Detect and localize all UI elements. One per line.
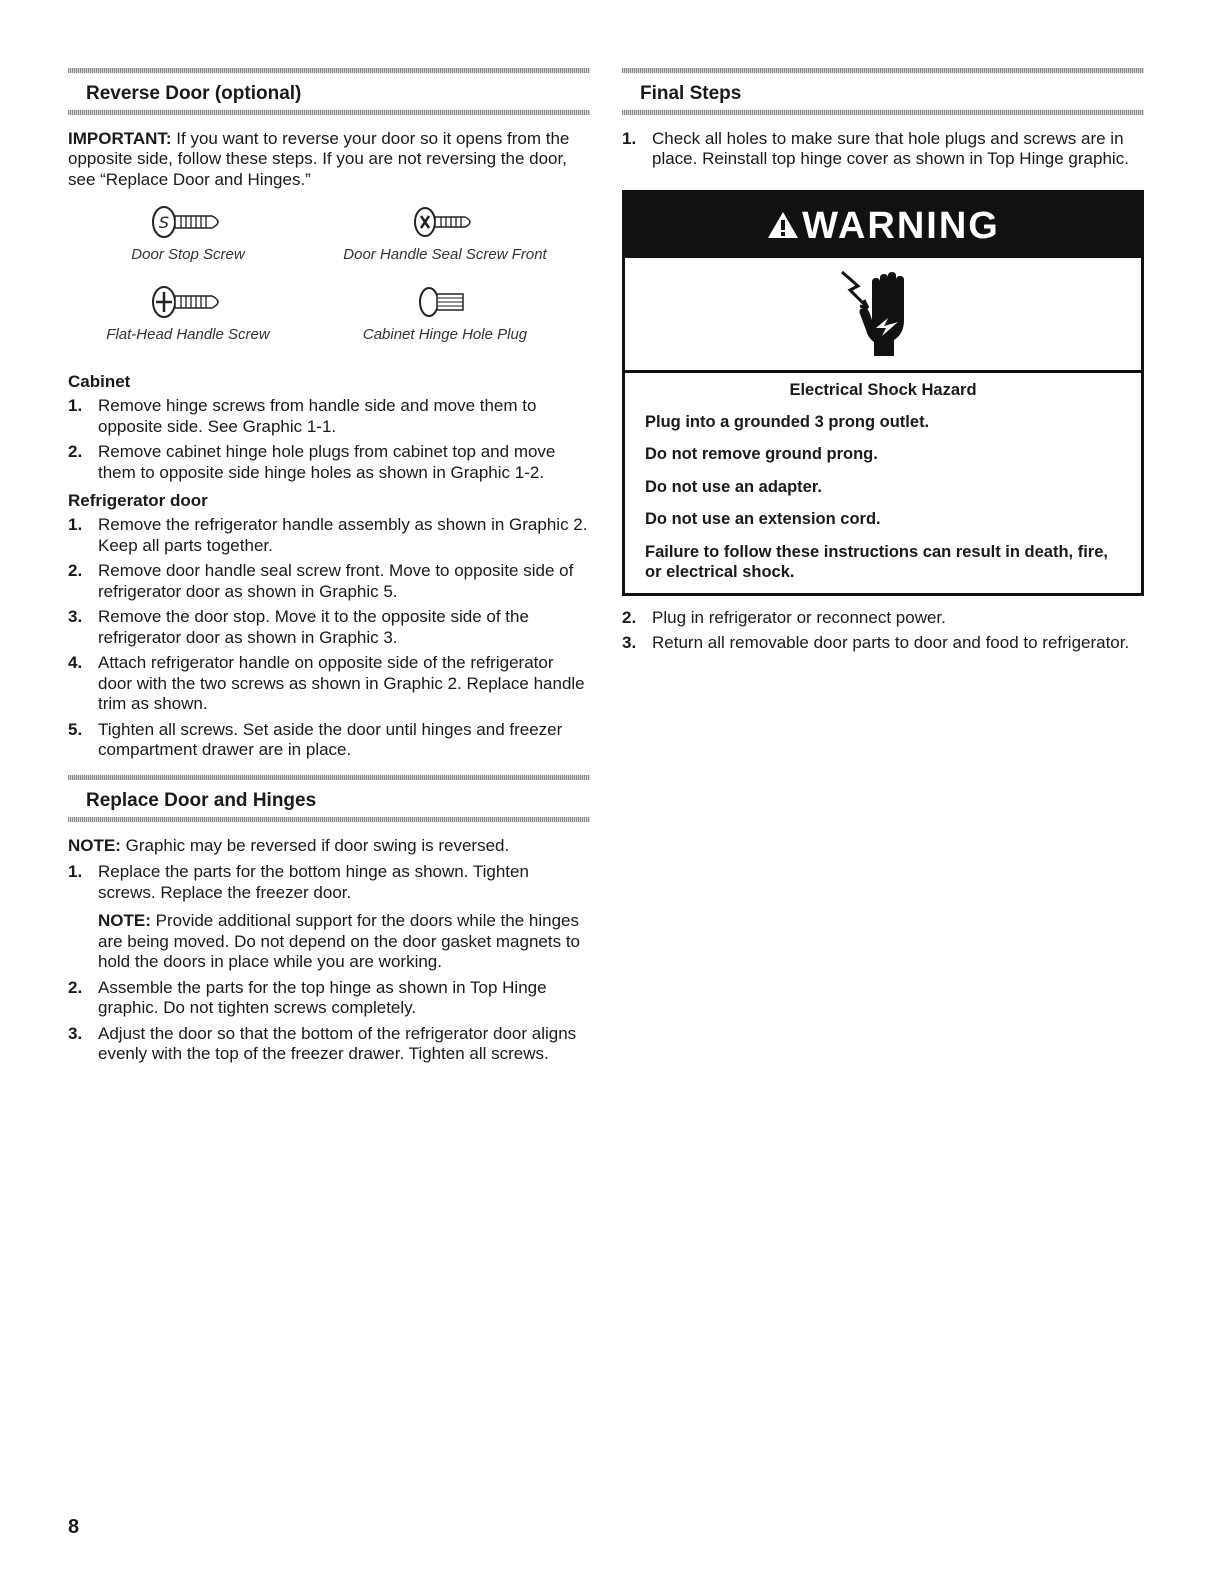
hole-plug-icon <box>415 284 475 320</box>
part-flat-head-screw <box>88 284 288 343</box>
warning-body <box>625 373 1141 593</box>
final-steps-first <box>622 129 1144 170</box>
list-item: 1. Check all holes to make sure that hole plugs and screws are in place. Reinstall top hinge cover as shown in Top Hinge graphic. <box>622 128 1129 169</box>
page-number: 8 <box>68 1516 80 1538</box>
replace-steps <box>68 862 590 1065</box>
final-steps-rest <box>622 608 1144 654</box>
warning-line: Do not use an extension cord. <box>645 510 881 529</box>
list-item: 3. Remove the door stop. Move it to the opposite side of the refrigerator door as shown in Graphic 3. <box>68 607 529 647</box>
list-item: 2. Assemble the parts for the top hinge as shown in Top Hinge graphic. Do not tighten screws completely. <box>68 977 547 1018</box>
electrical-shock-hand-icon <box>838 268 928 360</box>
step-note: NOTE: Provide additional support for the doors while the hinges are being moved. Do not depend on the door gasket magnets to hold the doors in place while you are working. <box>98 911 580 972</box>
part-label: Door Stop Screw <box>131 246 245 264</box>
list-item: 1. Remove the refrigerator handle assembly as shown in Graphic 2. Keep all parts together. <box>68 515 588 555</box>
warning-triangle-icon <box>766 210 800 240</box>
refrigerator-door-heading: Refrigerator door <box>68 491 208 511</box>
final-steps-heading: Final Steps <box>640 83 742 104</box>
door-stop-screw-icon <box>148 204 228 240</box>
flat-head-screw-icon <box>148 284 228 320</box>
list-item: 1. Replace the parts for the bottom hinge as shown. Tighten screws. Replace the freezer door. NOTE: Provide additional support for the doors while the hinges are being moved. Do not depend on the door gasket magnets to hold the doors in place while you are working. <box>68 862 590 973</box>
cabinet-steps <box>68 396 590 483</box>
warning-line: Do not remove ground prong. <box>645 445 878 464</box>
hazard-title: Electrical Shock Hazard <box>789 380 977 399</box>
left-column <box>68 68 590 1070</box>
replace-door-heading: Replace Door and Hinges <box>86 789 317 811</box>
part-seal-screw <box>330 204 560 263</box>
seal-screw-icon <box>409 204 481 240</box>
cabinet-heading: Cabinet <box>68 372 131 392</box>
list-item: 2. Remove cabinet hinge hole plugs from cabinet top and move them to opposite side hinge holes as shown in Graphic 1-2. <box>68 442 556 482</box>
list-item: 3. Return all removable door parts to door and food to refrigerator. <box>622 633 1130 653</box>
list-item: 1. Remove hinge screws from handle side and move them to opposite side. See Graphic 1-1. <box>68 396 537 436</box>
important-label: IMPORTANT: <box>68 128 172 148</box>
svg-text:S: S <box>158 213 170 233</box>
part-label: Cabinet Hinge Hole Plug <box>362 326 528 344</box>
warning-box <box>622 190 1144 596</box>
replace-note: NOTE: Graphic may be reversed if door swing is reversed. <box>68 835 510 855</box>
list-item: 2. Remove door handle seal screw front. Move to opposite side of refrigerator door as shown in Graphic 5. <box>68 561 574 601</box>
part-door-stop-screw <box>108 204 268 263</box>
list-item: 4. Attach refrigerator handle on opposite side of the refrigerator door with the two screws as shown in Graphic 2. Replace handle trim as shown. <box>68 653 585 714</box>
section-rule <box>68 110 590 115</box>
warning-icon-area <box>625 258 1141 373</box>
reverse-door-heading: Reverse Door (optional) <box>86 83 302 104</box>
warning-title-bar <box>625 193 1141 258</box>
warning-line: Failure to follow these instructions can result in death, fire, or electrical shock. <box>645 542 1108 582</box>
reverse-intro <box>68 129 590 191</box>
part-hole-plug <box>340 284 550 343</box>
warning-line: Do not use an adapter. <box>645 477 822 496</box>
list-item: 3. Adjust the door so that the bottom of the refrigerator door aligns evenly with the top of the freezer drawer. Tighten all screws. <box>68 1023 577 1064</box>
warning-line: Plug into a grounded 3 prong outlet. <box>645 412 930 431</box>
note-label: NOTE: <box>68 835 121 855</box>
refrigerator-door-steps <box>68 515 590 761</box>
list-item: 5. Tighten all screws. Set aside the door until hinges and freezer compartment drawer are in place. <box>68 719 563 760</box>
warning-title: WARNING <box>802 204 1000 247</box>
section-rule <box>68 817 590 822</box>
section-rule <box>622 110 1144 115</box>
right-column <box>622 68 1144 659</box>
parts-illustrations <box>68 204 590 364</box>
list-item: 2. Plug in refrigerator or reconnect power. <box>622 607 946 627</box>
part-label: Door Handle Seal Screw Front <box>343 246 547 264</box>
intro-text: If you want to reverse your door so it opens from the opposite side, follow these steps. If you are not reversing the door, see “Replace Door and Hinges.” <box>68 128 570 189</box>
part-label: Flat-Head Handle Screw <box>106 326 270 344</box>
